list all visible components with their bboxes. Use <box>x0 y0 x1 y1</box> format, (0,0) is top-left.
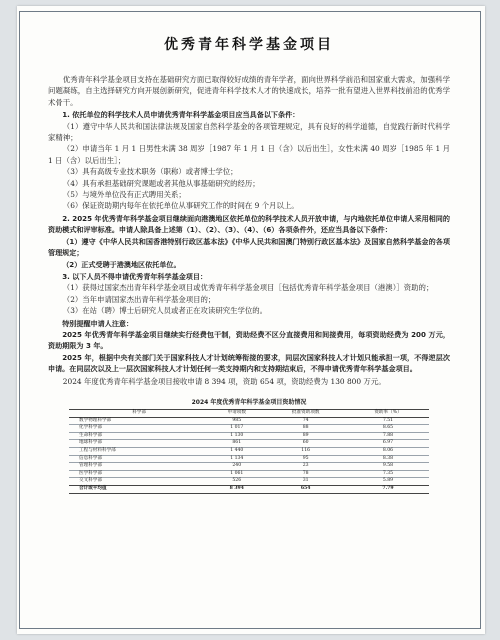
table-header-cell: 科学部 <box>69 409 209 417</box>
table-cell: 526 <box>209 478 264 486</box>
section-1-item: （4）具有承担基础研究课题或者其他从事基础研究的经历； <box>62 178 260 188</box>
page-title: 优秀青年科学基金项目 <box>164 37 334 53</box>
table-cell: 654 <box>264 485 347 493</box>
document-body <box>48 34 450 494</box>
table-cell: 数学物理科学部 <box>69 417 209 425</box>
section-3-item: （1）获得过国家杰出青年科学基金项目或优秀青年科学基金项目［包括优秀青年科学基金项目（港澳）］资助的； <box>62 283 434 293</box>
table-cell: 地球科学部 <box>69 440 209 448</box>
funding-table <box>69 409 429 494</box>
table-cell: 工程与材料科学部 <box>69 447 209 455</box>
section-2-item: （2）正式受聘于港澳地区依托单位。 <box>62 259 181 269</box>
table-cell: 7.79 <box>347 485 429 493</box>
table-header-cell: 申请项数 <box>209 409 264 417</box>
table-title: 2024 年度优秀青年科学基金项目资助情况 <box>191 398 307 406</box>
table-cell: 7.35 <box>347 470 429 478</box>
section-2-heading: 2. 2025 年优秀青年科学基金项目继续面向港澳地区依托单位的科学技术人员开放申请，与内地依托单位申请人采用相同的资助模式和评审标准。申请人除具备上述第（1）、（2）、（3）、（4）、（6）各项条件外，还应当具备以下条件： <box>48 213 450 235</box>
section-1-item: （1）遵守中华人民共和国法律法规及国家自然科学基金的各项管理规定，具有良好的科学道德，自觉践行新时代科学家精神； <box>48 121 450 143</box>
summary-paragraph: 2024 年度优秀青年科学基金项目接收申请 8 394 项，资助 654 项，资助经费为 130 800 万元。 <box>62 376 386 386</box>
table-cell: 合计或平均值 <box>69 485 209 493</box>
section-1-item: （2）申请当年 1 月 1 日男性未满 38 周岁［1987 年 1 月 1 日（含）以后出生］，女性未满 40 周岁［1985 年 1 月 1 日（含）以后出生］； <box>48 144 450 165</box>
notice-heading: 特别提醒申请人注意： <box>62 318 134 328</box>
table-cell: 23 <box>264 463 347 471</box>
table-cell: 8 394 <box>209 485 264 493</box>
table-header-row <box>69 409 429 417</box>
table-cell: 74 <box>264 417 347 425</box>
table-row <box>69 447 429 455</box>
table-row <box>69 425 429 433</box>
table-cell: 116 <box>264 447 347 455</box>
table-cell: 5.89 <box>347 478 429 486</box>
table-cell: 240 <box>209 463 264 471</box>
table-row <box>69 455 429 463</box>
table-row <box>69 478 429 486</box>
table-cell: 985 <box>209 417 264 425</box>
table-cell: 1 440 <box>209 447 264 455</box>
table-cell: 1 134 <box>209 455 264 463</box>
table-cell: 95 <box>264 455 347 463</box>
section-1-heading: 1. 依托单位的科学技术人员申请优秀青年科学基金项目应当具备以下条件： <box>62 110 300 120</box>
table-row <box>69 463 429 471</box>
table-cell: 化学科学部 <box>69 425 209 433</box>
table-cell: 1 061 <box>209 470 264 478</box>
section-1-item: （5）与境外单位没有正式聘用关系； <box>62 190 186 200</box>
table-row <box>69 417 429 425</box>
table-cell: 8.06 <box>347 447 429 455</box>
table-cell: 31 <box>264 478 347 486</box>
table-cell: 交叉科学部 <box>69 478 209 486</box>
table-row <box>69 432 429 440</box>
table-cell: 60 <box>264 440 347 448</box>
table-cell: 7.51 <box>347 417 429 425</box>
table-body <box>69 417 429 493</box>
section-3-item: （3）在站（聘）博士后研究人员或者正在攻读研究生学位的。 <box>62 306 268 316</box>
intro-paragraph: 优秀青年科学基金项目支持在基础研究方面已取得较好成绩的青年学者，面向世界科学前沿和国家重大需求，加强科学问题凝练，自主选择研究方向开展创新研究，促进青年科学技术人才的快速成长，培养一批有望进入世界科技前沿的优秀学术骨干。 <box>48 75 450 107</box>
section-1-item: （3）具有高级专业技术职务（职称）或者博士学位； <box>62 167 238 177</box>
table-cell: 1 017 <box>209 425 264 433</box>
table-cell: 管理科学部 <box>69 463 209 471</box>
table-cell: 6.97 <box>347 440 429 448</box>
table-cell: 8.65 <box>347 425 429 433</box>
table-cell: 88 <box>264 425 347 433</box>
section-3-heading: 3. 以下人员不得申请优秀青年科学基金项目： <box>62 271 208 281</box>
table-cell: 78 <box>264 470 347 478</box>
section-3-item: （2）当年申请国家杰出青年科学基金项目的； <box>62 294 216 304</box>
notice-paragraph: 2025 年优秀青年科学基金项目继续实行经费包干制，资助经费不区分直接费用和间接费用，每项资助经费为 200 万元，资助期限为 3 年。 <box>48 329 450 351</box>
table-row <box>69 440 429 448</box>
table-cell: 生命科学部 <box>69 432 209 440</box>
table-cell: 861 <box>209 440 264 448</box>
section-1-item: （6）保证资助期内每年在依托单位从事研究工作的时间在 9 个月以上。 <box>62 201 299 211</box>
table-cell: 1 130 <box>209 432 264 440</box>
table-cell: 信息科学部 <box>69 455 209 463</box>
table-cell: 7.88 <box>347 432 429 440</box>
table-cell: 89 <box>264 432 347 440</box>
table-header-cell: 资助率（%） <box>347 409 429 417</box>
table-cell: 医学科学部 <box>69 470 209 478</box>
table-cell: 9.58 <box>347 463 429 471</box>
notice-paragraph: 2025 年，根据中央有关部门关于国家科技人才计划统筹衔接的要求，同层次国家科技人才计划只能承担一项，不得逆层次申请。在同层次以及上一层次国家科技人才计划任何一类支持期内和支持期结束后，不得申请优秀青年科学基金项目。 <box>48 352 450 374</box>
table-row <box>69 470 429 478</box>
table-total-row <box>69 485 429 493</box>
table-header-cell: 批准资助项数 <box>264 409 347 417</box>
section-2-item: （1）遵守《中华人民共和国香港特别行政区基本法》《中华人民共和国澳门特别行政区基本法》及国家自然科学基金的各项管理规定； <box>48 236 450 258</box>
table-cell: 8.38 <box>347 455 429 463</box>
